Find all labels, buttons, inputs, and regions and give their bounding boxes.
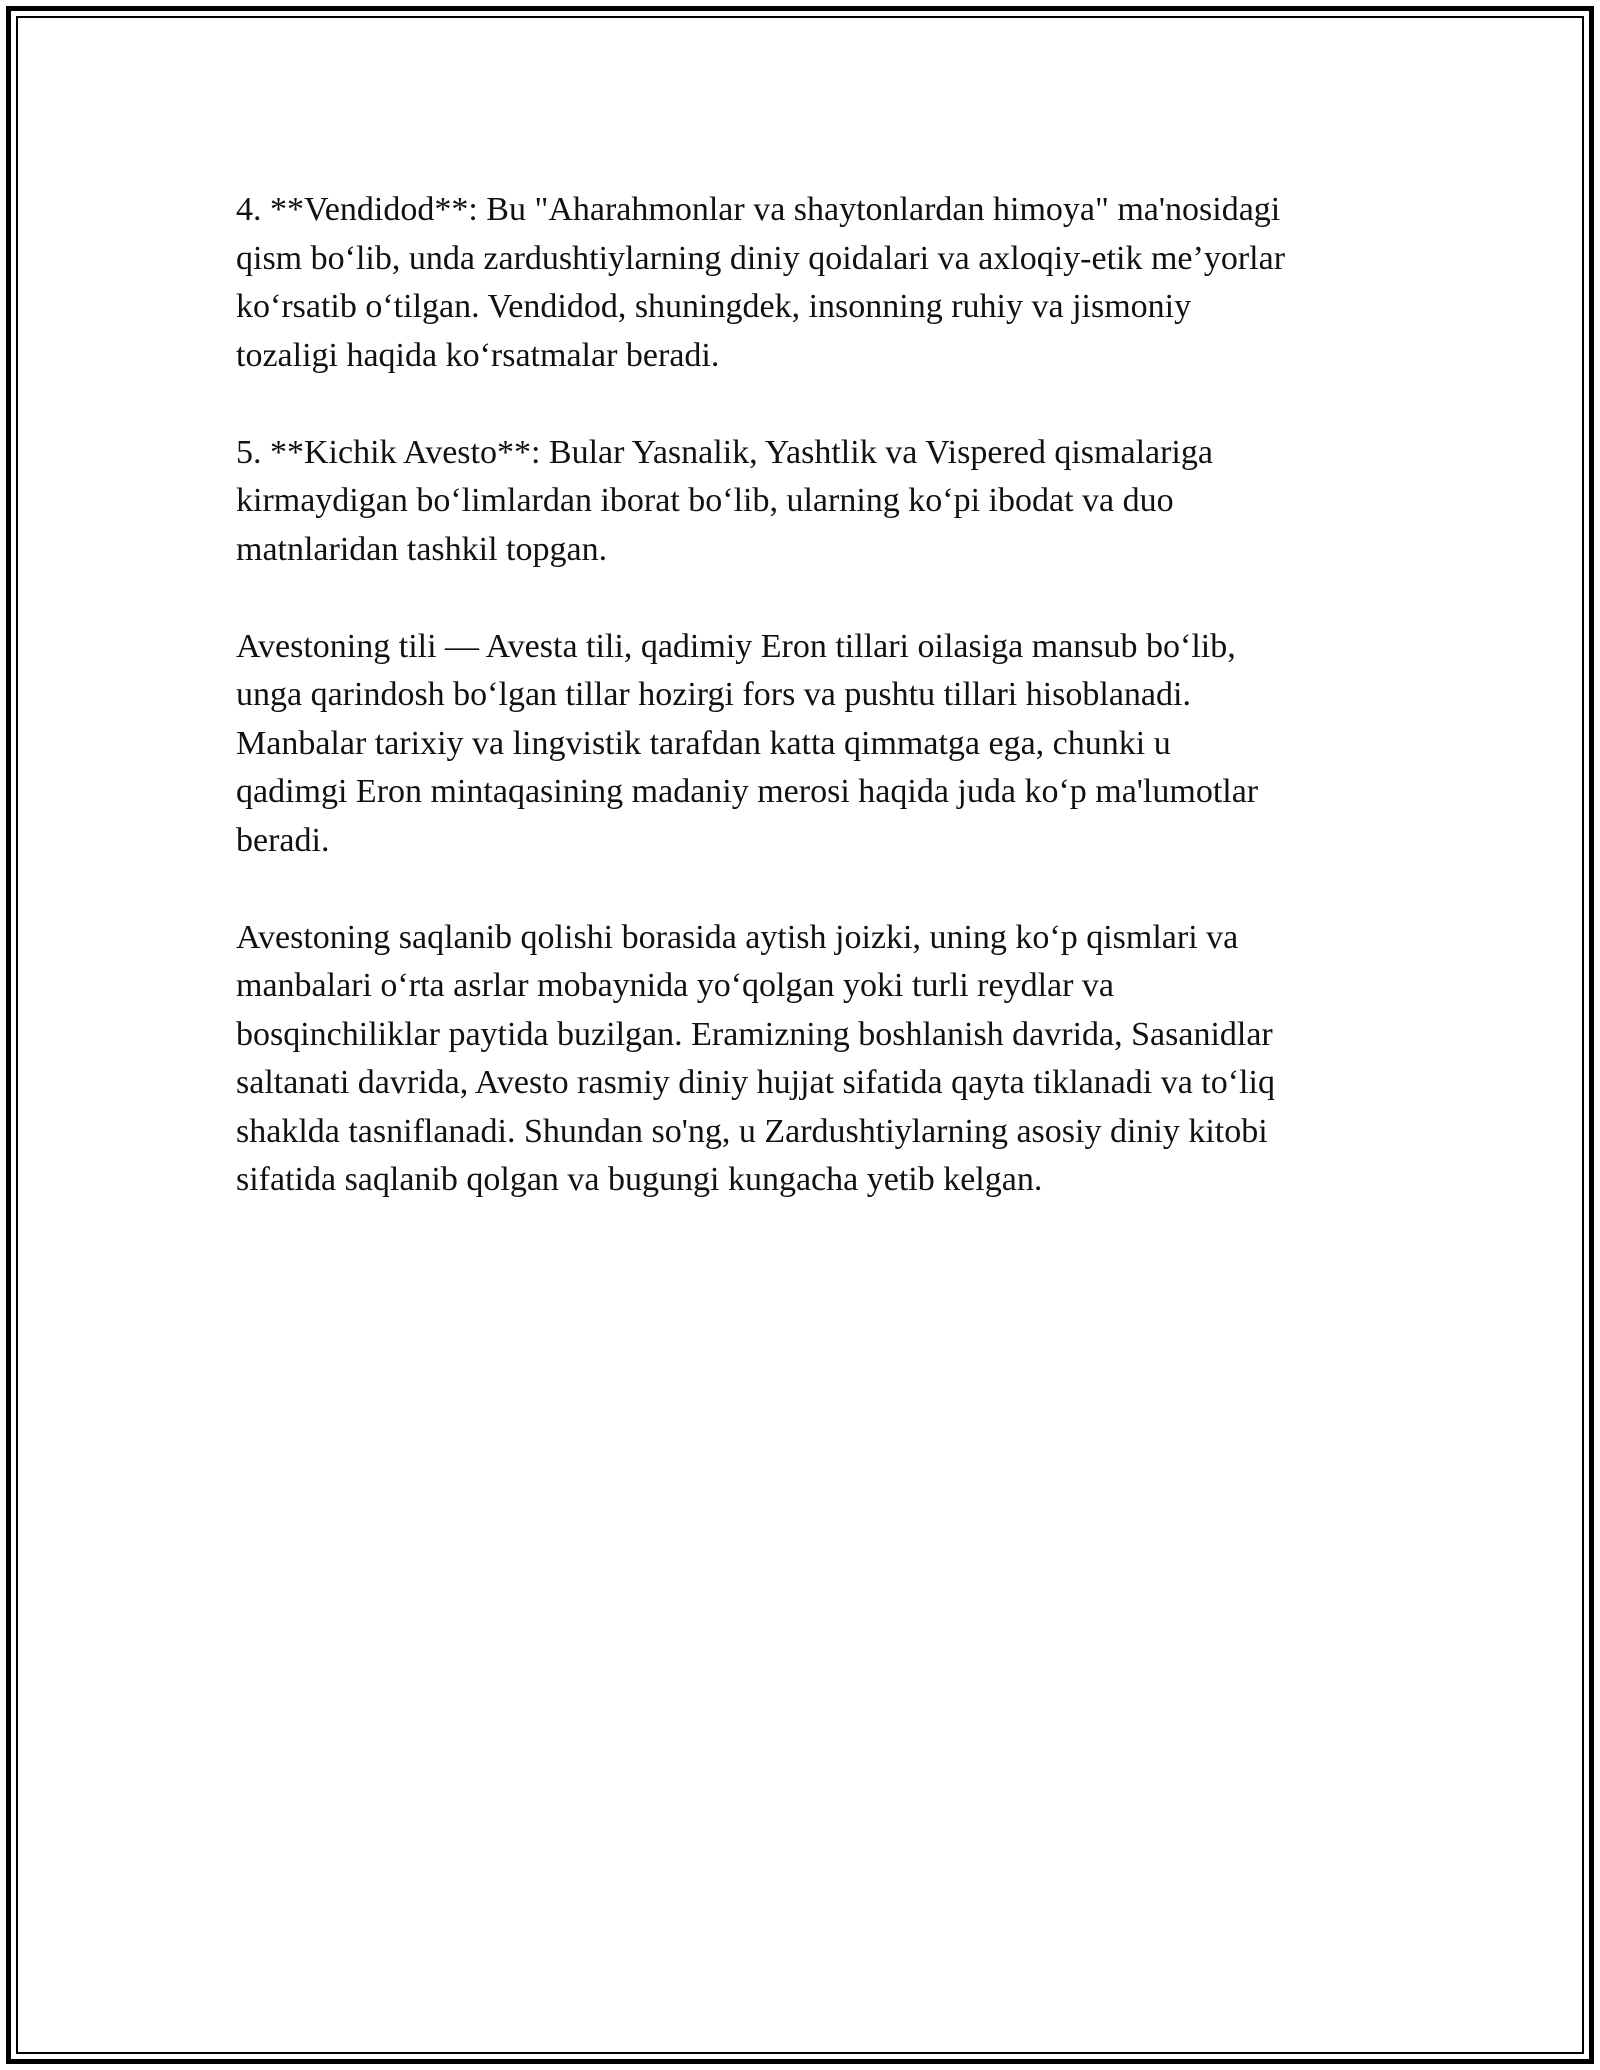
paragraph-vendidod: 4. **Vendidod**: Bu "Aharahmonlar va shaytonlardan himoya" ma'nosidagi qism bo‘lib, unda zardushtiylarning diniy qoidalari va axloqiy-etik me’yorlar ko‘rsatib o‘tilgan. Vendidod, shuningdek, insonning ruhiy va jismoniy tozaligi haqida ko‘rsatmalar beradi.	[236, 191, 1286, 374]
paragraph-avesto-language: Avestoning tili — Avesta tili, qadimiy Eron tillari oilasiga mansub bo‘lib, unga qarindosh bo‘lgan tillar hozirgi fors va pushtu tillari hisoblanadi. Manbalar tarixiy va lingvistik tarafdan katta qimmatga ega, chunki u qadimgi Eron mintaqasining madaniy merosi haqida juda ko‘p ma'lumotlar beradi.	[236, 627, 1259, 859]
paragraph-avesto-preservation: Avestoning saqlanib qolishi borasida aytish joizki, uning ko‘p qismlari va manbalari o‘rta asrlar mobaynida yo‘qolgan yoki turli reydlar va bosqinchiliklar paytida buzilgan. Eramizning boshlanish davrida, Sasanidlar saltanati davrida, Avesto rasmiy diniy hujjat sifatida qayta tiklanadi va to‘liq shaklda tasniflanadi. Shundan so'ng, u Zardushtiylarning asosiy diniy kitobi sifatida saqlanib qolgan va bugungi kungacha yetib kelgan.	[236, 918, 1275, 1198]
document-body	[236, 186, 1396, 1253]
paragraph-kichik-avesto: 5. **Kichik Avesto**: Bular Yasnalik, Yashtlik va Vispered qismalariga kirmaydigan bo‘limlardan iborat bo‘lib, ularning ko‘pi ibodat va duo matnlaridan tashkil topgan.	[236, 433, 1213, 568]
